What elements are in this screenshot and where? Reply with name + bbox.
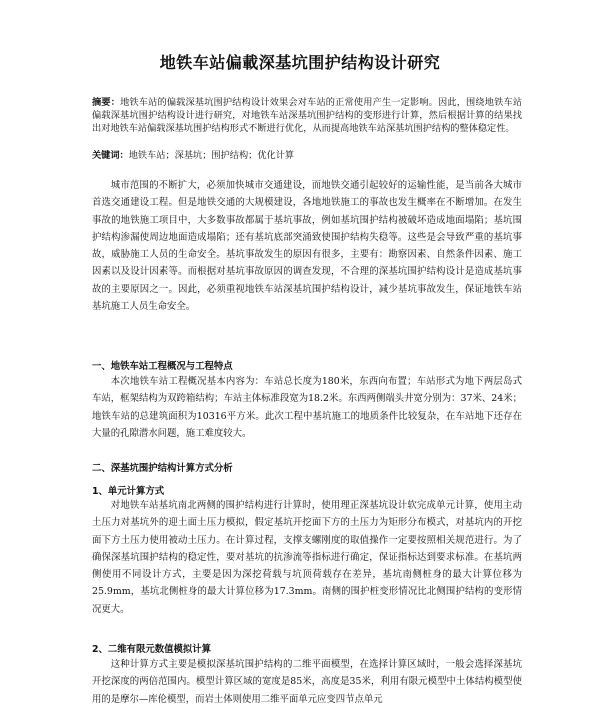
paper-title: 地铁车站偏載深基坑围护结构设计研究 xyxy=(159,53,441,72)
section2-sub2-body xyxy=(92,656,522,708)
intro-paragraph: 城市范围的不断扩大，必须加快城市交通建设，而地铁交通引起较好的运输性能，是当前各大城市首选交通建设工程。但是地铁交通的大规模建设，各地地铁施工的事故也发生概率在不断增加。在发生事故的地铁施工项目中，大多数事故都属于基坑事故，例如基坑围护结构被破坏造成地面塌陷；基坑围护结构渗漏使周边地面造成塌陷；还有基坑底部突涌致使围护结构失稳等。这些是会导致严重的基坑事故，威胁施工人员的生命安全。基坑事故发生的原因有很多，主要有：勘察因素、自然条件因素、施工因素以及设计因素等。而根据对基坑事故原因的调查发现，不合理的深基坑围护结构设计是造成基坑事故的主要原因之一。因此，必须重视地铁车站深基坑围护结构设计，减少基坑事故发生，保证地铁车站基坑施工人员生命安全。 xyxy=(92,180,522,313)
section2-sub1-body xyxy=(92,497,522,618)
keywords xyxy=(92,149,522,162)
section2-sub1-heading: 1、单元计算方式 xyxy=(92,486,165,497)
section1-body xyxy=(92,373,522,442)
keywords-label: 关键词： xyxy=(92,150,129,161)
keywords-text: 地铁车站；深基坑；围护结构；优化计算 xyxy=(128,150,295,161)
section2-sub2-heading: 2、二维有限元数值模拟计算 xyxy=(92,644,212,655)
abstract xyxy=(92,96,522,135)
section2-sub2-paragraph: 这种计算方式主要是模拟深基坑围护结构的二维平面模型，在选择计算区域时，一般会选择深基坑开挖深度的两倍范围内。模型计算区域的宽度是85米，高度是35米，利用有限元模型中土体结构模型使用的是摩尔—库伦模型，而岩土体则使用二维平面单元应变四节点单元 xyxy=(92,659,522,705)
intro-paragraph-block xyxy=(92,177,522,315)
section1-paragraph: 本次地铁车站工程概况基本内容为：车站总长度为180米，东西向布置；车站形式为地下两层岛式车站，框架结构为双跨箱结构；车站主体标准段宽为18.2米。东西两侧端头井宽分别为：37米、24米；地铁车站的总建筑面积为10316平方米。此次工程中基坑施工的地质条件比较复杂，在车站地下还存在大量的孔隙潜水问题，施工难度较大。 xyxy=(92,376,522,439)
abstract-text: 地铁车站的偏载深基坑围护结构设计效果会对车站的正常使用产生一定影响。因此，围绕地铁车站偏载深基坑围护结构设计进行研究，对地铁车站深基坑围护结构的变形进行计算，然后根据计算的结果找出对地铁车站偏载深基坑围护结构形式不断进行优化，从而提高地铁车站深基坑围护结构的整体稳定性。 xyxy=(92,97,523,134)
section2-sub1-paragraph: 对地铁车站基坑南北两侧的围护结构进行计算时，使用理正深基坑设计软完成单元计算，使用主动土压力对基坑外的迎土面土压力模拟，假定基坑开挖面下方的土压力为矩形分布模式，对基坑内的开挖面下方土压力使用被动土压力。在计算过程，支撑支螺刚度的取值操作一定要按照相关规范进行。为了确保深基坑围护结构的稳定性，要对基坑的抗渗流等指标进行确定，保证指标达到要求标准。在基坑两侧使用不同设计方式，主要是因为深挖荷载与坑顶荷载存在差异，基坑南侧桩身的最大计算位移为25.9mm，基坑北侧桩身的最大计算位移为17.3mm。南侧的围护桩变形情况比北侧围护结构的变形情况更大。 xyxy=(92,500,522,615)
section2-heading: 二、深基坑围护结构计算方式分析 xyxy=(92,463,233,474)
section1-heading: 一、地铁车站工程概况与工程特点 xyxy=(92,361,233,372)
abstract-label: 摘要： xyxy=(92,97,121,108)
